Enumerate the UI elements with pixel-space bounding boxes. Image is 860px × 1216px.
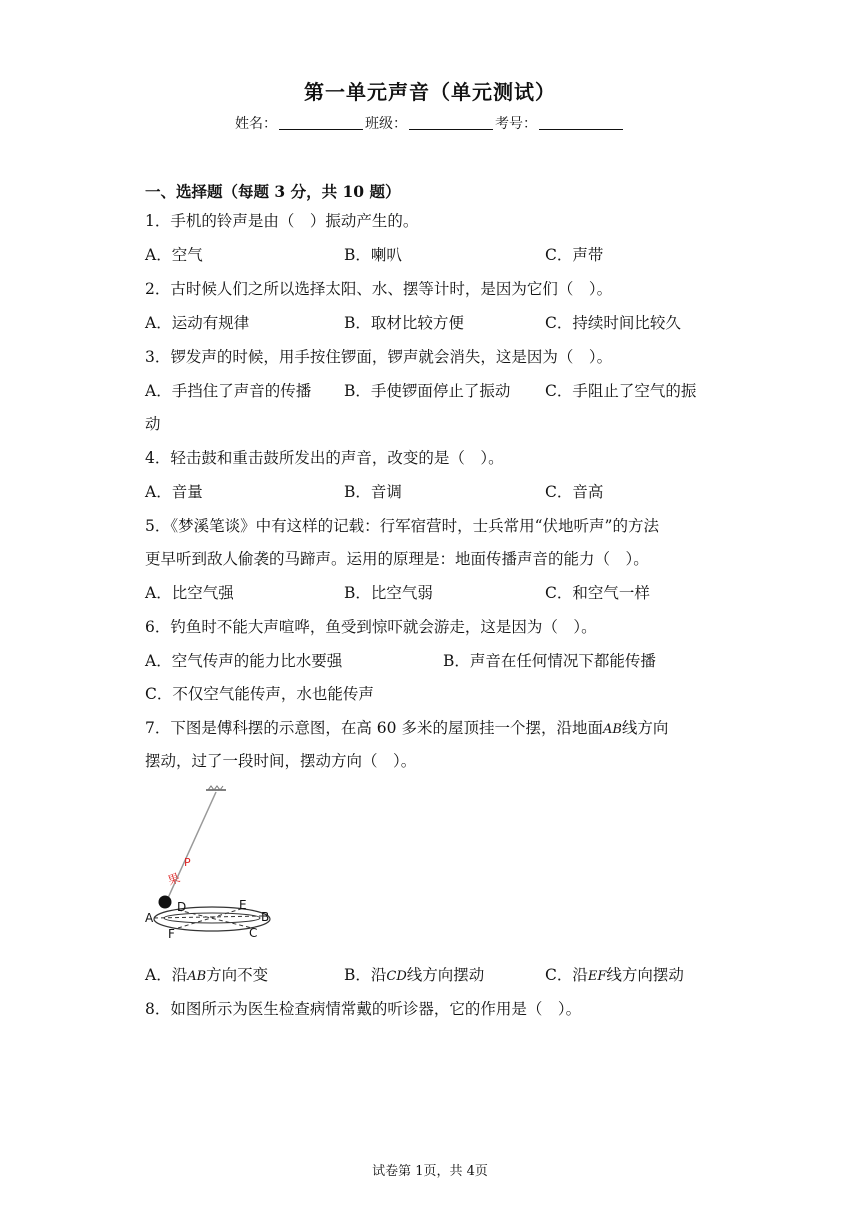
question-stem: 5．《梦溪笔谈》中有这样的记载：行军宿营时，士兵常用“伏地听声”的方法 bbox=[145, 517, 659, 535]
option-c bbox=[545, 963, 684, 985]
option-a: A．空气 bbox=[145, 246, 203, 264]
option-b: B．喇叭 bbox=[344, 246, 402, 264]
label-b: B bbox=[261, 910, 270, 924]
option-c: C．持续时间比较久 bbox=[545, 314, 681, 332]
question-stem: 3．锣发声的时候，用手按住锣面，锣声就会消失，这是因为（ ）。 bbox=[145, 348, 613, 366]
question-stem bbox=[145, 716, 668, 738]
question-stem-continued: 摆动，过了一段时间，摆动方向（ ）。 bbox=[145, 752, 417, 770]
label-d: D bbox=[177, 900, 187, 914]
option-c-continued: 动 bbox=[145, 415, 161, 433]
exam-label: 考号： bbox=[495, 116, 537, 132]
page-title: 第一单元声音（单元测试） bbox=[304, 80, 556, 104]
name-label: 姓名： bbox=[235, 116, 277, 132]
question-stem: 8．如图所示为医生检查病情常戴的听诊器，它的作用是（ ）。 bbox=[145, 1000, 582, 1018]
question-stem: 1．手机的铃声是由（ ）振动产生的。 bbox=[145, 212, 419, 230]
variable: AB bbox=[187, 969, 207, 984]
label-e: E bbox=[239, 898, 247, 912]
option-b bbox=[344, 963, 484, 985]
label-a: A bbox=[145, 911, 154, 925]
option-a bbox=[145, 963, 268, 985]
option-b: B．手使锣面停止了振动 bbox=[344, 382, 511, 400]
option-c: C．手阻止了空气的振 bbox=[545, 382, 697, 400]
page-footer: 试卷第 1页，共 4页 bbox=[372, 1164, 488, 1179]
stem-text: 7．下图是傅科摆的示意图，在高 60 多米的屋顶挂一个摆，沿地面 bbox=[145, 719, 603, 737]
variable: CD bbox=[386, 969, 407, 984]
option-c: C．不仅空气能传声，水也能传声 bbox=[145, 685, 374, 703]
class-label: 班级： bbox=[365, 116, 407, 132]
foucault-pendulum-figure bbox=[140, 780, 280, 950]
option-text: 线方向摆动 bbox=[606, 966, 684, 984]
option-text: C．沿 bbox=[545, 966, 588, 984]
variable: AB bbox=[602, 722, 622, 737]
question-stem: 2．古时候人们之所以选择太阳、水、摆等计时，是因为它们（ ）。 bbox=[145, 280, 613, 298]
option-a: A．比空气强 bbox=[145, 584, 234, 602]
student-info bbox=[0, 113, 860, 133]
exam-blank bbox=[539, 115, 623, 130]
label-c: C bbox=[249, 926, 258, 940]
option-c: C．音高 bbox=[545, 483, 604, 501]
option-a: A．音量 bbox=[145, 483, 203, 501]
option-text: 线方向摆动 bbox=[406, 966, 485, 984]
option-a: A．手挡住了声音的传播 bbox=[145, 382, 312, 400]
pendulum-bob bbox=[159, 896, 172, 909]
option-text: 方向不变 bbox=[206, 966, 269, 984]
class-blank bbox=[409, 115, 493, 130]
option-text: B．沿 bbox=[344, 966, 387, 984]
option-a: A．空气传声的能力比水要强 bbox=[145, 652, 343, 670]
question-stem: 4．轻击鼓和重击鼓所发出的声音，改变的是（ ）。 bbox=[145, 449, 504, 467]
label-p: P bbox=[184, 856, 191, 869]
label-f: F bbox=[168, 927, 175, 941]
option-b: B．比空气弱 bbox=[344, 584, 433, 602]
option-text: A．沿 bbox=[145, 966, 188, 984]
option-b: B．声音在任何情况下都能传播 bbox=[443, 652, 656, 670]
name-blank bbox=[279, 115, 363, 130]
option-c: C．声带 bbox=[545, 246, 604, 264]
option-b: B．取材比较方便 bbox=[344, 314, 464, 332]
option-b: B．音调 bbox=[344, 483, 402, 501]
stem-text: 线方向 bbox=[621, 719, 669, 737]
question-stem-continued: 更早听到敌人偷袭的马蹄声。运用的原理是：地面传播声音的能力（ ）。 bbox=[145, 550, 649, 568]
option-a: A．运动有规律 bbox=[145, 314, 250, 332]
line-fe bbox=[178, 908, 244, 928]
section-heading: 一、选择题（每题 3 分，共 10 题） bbox=[145, 182, 401, 201]
variable: EF bbox=[587, 969, 607, 984]
option-c: C．和空气一样 bbox=[545, 584, 650, 602]
question-stem: 6．钓鱼时不能大声喧哗，鱼受到惊吓就会游走，这是因为（ ）。 bbox=[145, 618, 597, 636]
label-ball: 果 bbox=[165, 870, 182, 888]
